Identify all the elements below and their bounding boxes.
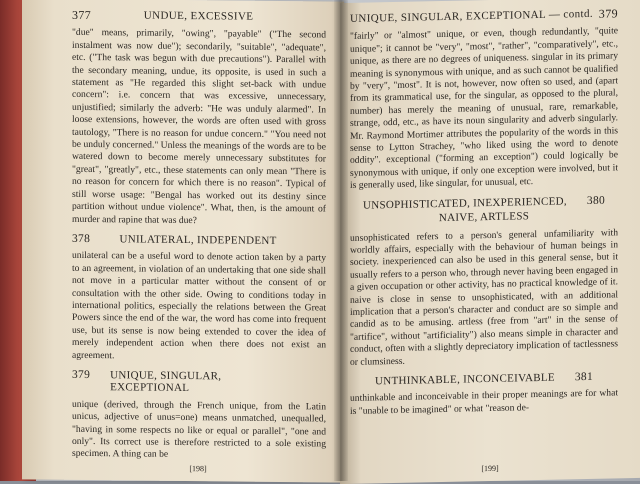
book-gutter <box>334 0 348 481</box>
paragraph-unique-contd: "fairly" or "almost" unique, or even, though redundantly, "quite unique"; it cannot be "very", "most", "rather", "comparatively", etc., unique, as there are no degrees of uniqueness. singular in its primary meaning is synonymous with unique, and as such cannot be qualified by "very", "most". It is not, however, now often so used, and (apart from its grammatical use, for the singular, as opposed to the plural, number) has merely the meaning of unusual, rare, remarkable, strange, odd, etc., as have its noun singularity and adverb singularly. Mr. Raymond Mortimer attributes the popularity of the words in this sense to Lytton Strachey, "who liked using the word to denote oddity". exceptional ("forming an exception") could logically be synonymous with unique, if only one exception were involved, but it is generally used, like singular, for unusual, etc. <box>350 25 618 192</box>
entry-heading-379 <box>72 369 326 396</box>
left-running-title: UNDUE, EXCESSIVE <box>143 9 254 23</box>
entry-number-380: 380 <box>586 194 606 207</box>
right-body-top <box>350 26 618 193</box>
entry-body-380 <box>350 227 618 369</box>
paragraph-unilateral: unilateral can be a useful word to denote action taken by a party to an agreement, in violation of an undertaking that one side shall not move in a particular matter without the consent of or consultation with the other side. Owing to conditions today in international politics, especially the relations between the Great Powers since the end of the war, the word has come into frequent use, but its sense is now being extended to cover the idea of merely independent action when there does not exist an agreement. <box>72 250 326 361</box>
entry-subtitle-380: NAIVE, ARTLESS <box>438 210 530 225</box>
right-folio: [199] <box>481 463 499 473</box>
right-running-head <box>350 7 618 25</box>
left-body-top <box>72 27 326 228</box>
entry-heading-378 <box>72 233 326 248</box>
entry-title-380: UNSOPHISTICATED, INEXPERIENCED, <box>362 195 567 212</box>
paragraph-unthinkable: unthinkable and inconceivable in their proper meanings are for what is "unable to be imagined" or what "reason de- <box>350 387 618 417</box>
left-page <box>22 0 344 483</box>
entry-number-379: 379 <box>72 368 91 381</box>
right-column <box>340 0 640 418</box>
right-running-title: UNIQUE, SINGULAR, EXCEPTIONAL — contd. <box>350 7 594 25</box>
entry-title-378: UNILATERAL, INDEPENDENT <box>119 233 277 247</box>
left-page-number: 377 <box>72 7 92 23</box>
left-folio: [198] <box>189 463 207 473</box>
entry-number-378: 378 <box>72 232 91 245</box>
left-running-head <box>72 9 326 24</box>
entry-heading-381 <box>350 370 618 388</box>
entry-title-379: UNIQUE, SINGULAR, EXCEPTIONAL <box>110 369 222 395</box>
right-page-number: 379 <box>598 6 618 21</box>
right-page <box>340 0 640 484</box>
entry-body-381 <box>350 388 618 418</box>
paragraph-undue: "due" means, primarily, "owing", "payable" ("The second instalment was now due"); secondarily, "suitable", "adequate", etc. ("The task was begun with due precautions"). Parallel with the secondary meaning, undue, its opposite, is used in such a statement as "He regarded this slight set-back with undue concern": i.e. concern that was excessive, unnecessary, unjustified; similarly the adverb: "He was unduly alarmed". In loose extensions, however, the words are often used with gross tautology, "There is no reason for undue concern." "You need not be unduly concerned." Unless the meanings of the words are to be watered down to become merely unnecessary substitutes for "great", "greatly", etc., these statements can only mean "There is no reason for concern for which there is no reason". Typical of still worse usage: "Bengal has worked out its destiny since partition without undue violence". What, then, is the amount of murder and rapine that was due? <box>72 27 326 226</box>
paragraph-unique: unique (derived, through the French unique, from the Latin unicus, adjective of unus=one) means unmatched, unequalled, "having in some respects no like or equal or parallel", "one and only". Its correct use is therefore restricted to a sole existing specimen. A thing can be <box>72 398 326 461</box>
paragraph-unsophisticated: unsophisticated refers to a person's general unfamiliarity with worldly affairs, especially with the behaviour of human beings in society. inexperienced can also be used in this general sense, but it usually refers to a person who, through never having been engaged in a given occupation or other activity, has no practical knowledge of it. naive is close in sense to unsophisticated, with an additional implication that a person's character and conduct are so simple and candid as to be amusing. artless (free from "art" in the sense of "artifice", without "artificiality") also means simple in character and conduct, often with a slightly depreciatory implication of tactlessness or clumsiness. <box>350 226 618 368</box>
entry-body-378 <box>72 250 326 364</box>
left-column <box>22 0 344 463</box>
entry-number-381: 381 <box>574 370 594 384</box>
entry-title-381: UNTHINKABLE, INCONCEIVABLE <box>374 371 555 388</box>
entry-body-379 <box>72 399 326 464</box>
